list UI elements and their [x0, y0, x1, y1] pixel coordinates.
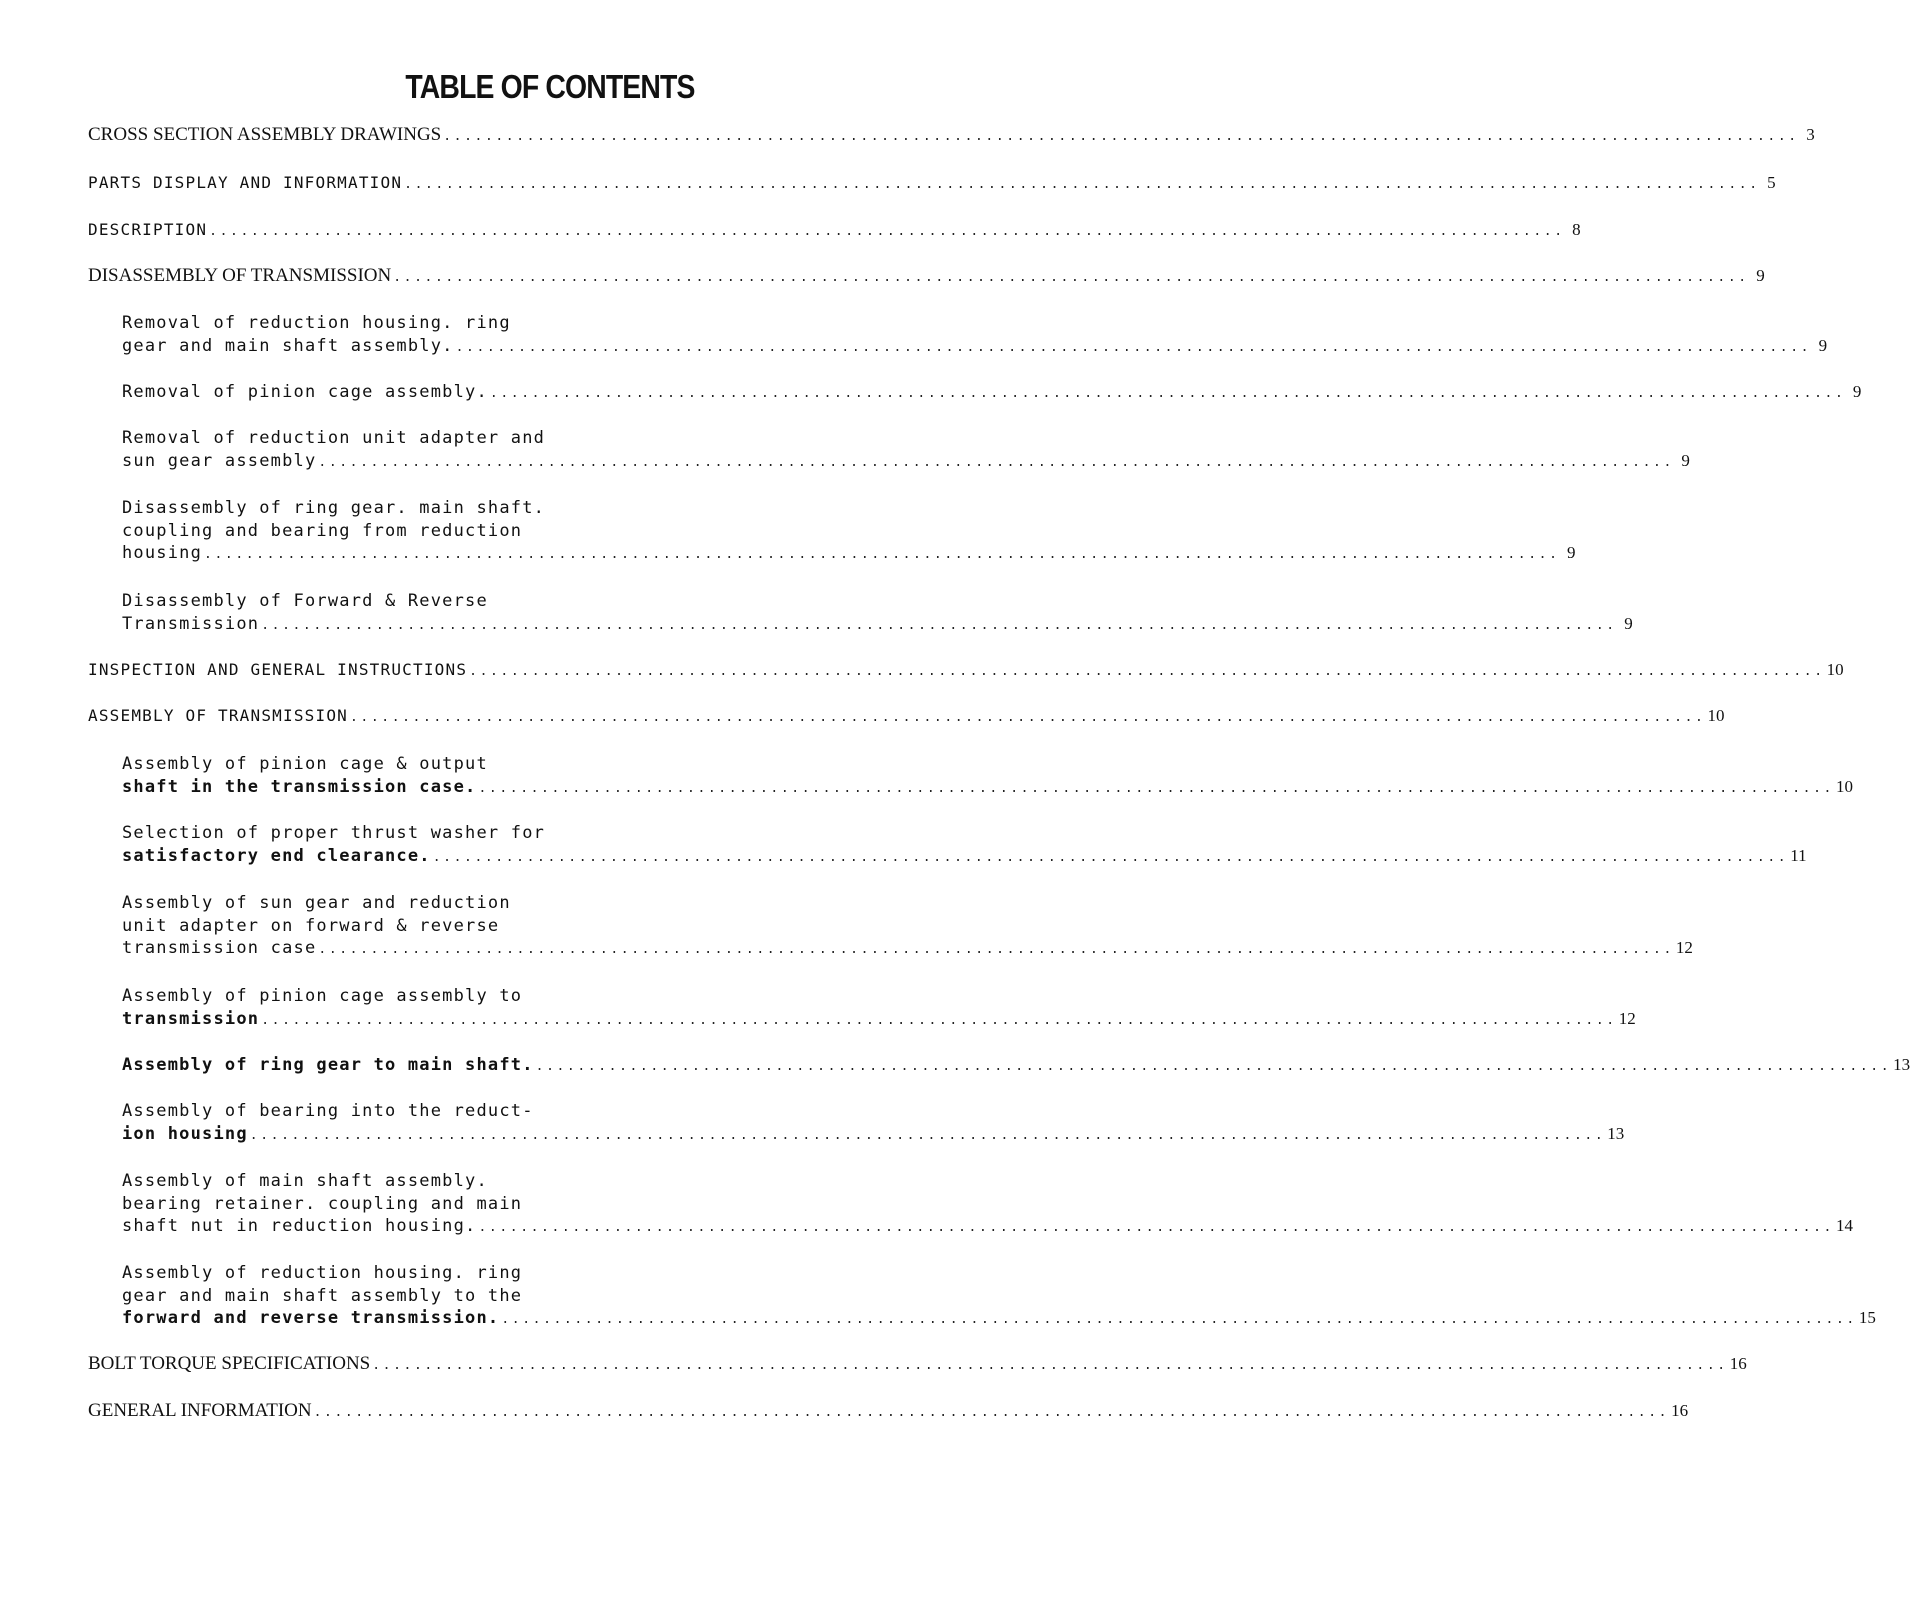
toc-entry[interactable] — [122, 590, 1633, 637]
toc-entry-label: ion housing — [122, 1123, 248, 1144]
toc-entry-label: Assembly of pinion cage & output — [122, 754, 488, 774]
dot-leader: .................................................................................................................................. — [501, 1312, 1857, 1327]
dot-leader: .................................................................................................................................. — [478, 1220, 1834, 1235]
dot-leader: .................................................................................................................................. — [455, 339, 1812, 355]
toc-entry-label: bearing retainer. coupling and main — [122, 1193, 523, 1214]
dot-leader: .................................................................................................................................. — [469, 664, 1825, 679]
toc-entry[interactable] — [122, 312, 1828, 359]
toc-entry[interactable] — [88, 1353, 1747, 1378]
toc-entry-label: Assembly of bearing into the reduct- — [122, 1101, 534, 1121]
toc-page-number: 8 — [1572, 220, 1581, 239]
toc-page-number: 10 — [1826, 660, 1844, 679]
toc-entry[interactable] — [88, 172, 1776, 197]
toc-page-number: 12 — [1675, 938, 1693, 957]
dot-leader: .................................................................................................................................. — [209, 224, 1565, 239]
toc-entry[interactable] — [122, 1170, 1853, 1240]
dot-leader: .................................................................................................................................. — [432, 849, 1789, 865]
toc-page-number: 3 — [1806, 125, 1815, 144]
toc-entry-label: Assembly of sun gear and reduction — [122, 893, 511, 913]
toc-entry-label: Assembly of pinion cage assembly to — [122, 986, 523, 1006]
toc-entry-label: shaft nut in reduction housing. — [122, 1216, 477, 1236]
dot-leader: .................................................................................................................................. — [372, 1358, 1728, 1373]
page-title: TABLE OF CONTENTS — [405, 68, 695, 105]
toc-entry-label: Assembly of reduction housing. ring — [122, 1263, 523, 1283]
toc-entry[interactable] — [88, 124, 1815, 149]
toc-entry-label: Assembly of ring gear to main shaft. — [122, 1055, 534, 1075]
toc-entry[interactable] — [122, 1262, 1876, 1332]
dot-leader: .................................................................................................................................. — [393, 270, 1749, 285]
toc-page-number: 16 — [1671, 1401, 1689, 1420]
dot-leader: .................................................................................................................................. — [261, 1012, 1617, 1028]
toc-entry[interactable] — [122, 892, 1693, 962]
toc-entry-label: Transmission — [122, 613, 260, 634]
toc-entry-label: forward and reverse transmission. — [122, 1308, 500, 1328]
toc-page-number: 14 — [1835, 1216, 1853, 1235]
toc-entry[interactable] — [122, 753, 1853, 800]
toc-entry-label: housing — [122, 543, 203, 563]
toc-entry[interactable] — [88, 1400, 1689, 1425]
toc-entry-label: satisfactory end clearance. — [122, 845, 431, 866]
toc-page-number: 9 — [1567, 543, 1576, 562]
toc-page-number: 9 — [1852, 382, 1862, 401]
toc-entry-label: sun gear assembly — [122, 450, 317, 471]
toc-entry-label: Removal of reduction housing. ring — [122, 313, 511, 333]
toc-page-number: 9 — [1818, 335, 1828, 355]
dot-leader: .................................................................................................................................. — [478, 780, 1834, 796]
dot-leader: .................................................................................................................................. — [443, 129, 1799, 144]
toc-page-number: 13 — [1607, 1123, 1625, 1143]
toc-entry[interactable] — [122, 1100, 1625, 1147]
toc-entry[interactable] — [122, 1054, 1910, 1079]
toc-page-number: 9 — [1756, 266, 1765, 285]
dot-leader: .................................................................................................................................. — [204, 547, 1560, 562]
toc-entry[interactable] — [88, 265, 1765, 290]
toc-entry-label: PARTS DISPLAY AND INFORMATION — [88, 173, 403, 192]
toc-entry-label: gear and main shaft assembly. — [122, 335, 454, 356]
toc-entry-label: unit adapter on forward & reverse — [122, 915, 500, 936]
dot-leader: .................................................................................................................................. — [313, 1405, 1670, 1420]
toc-entry-label: transmission case — [122, 938, 317, 958]
toc-entry-label: DISASSEMBLY OF TRANSMISSION — [88, 265, 392, 286]
dot-leader: .................................................................................................................................. — [350, 710, 1706, 725]
toc-entry-label: Selection of proper thrust washer for — [122, 823, 546, 843]
dot-leader: .................................................................................................................................. — [489, 386, 1846, 401]
toc-page-number: 5 — [1767, 173, 1776, 192]
toc-entry-label: CROSS SECTION ASSEMBLY DRAWINGS — [88, 124, 442, 145]
toc-page-number: 10 — [1707, 706, 1725, 725]
toc-entry-label: transmission — [122, 1008, 260, 1029]
toc-entry[interactable] — [122, 381, 1862, 406]
toc-page-number: 16 — [1729, 1354, 1747, 1373]
toc-entry-label: DESCRIPTION — [88, 220, 208, 239]
toc-entry[interactable] — [88, 659, 1844, 684]
toc-entry-label: gear and main shaft assembly to the — [122, 1285, 523, 1306]
toc-entry-label: coupling and bearing from reduction — [122, 520, 523, 541]
toc-entry-label: Assembly of main shaft assembly. — [122, 1171, 488, 1191]
toc-entry[interactable] — [122, 427, 1690, 474]
toc-page-number: 13 — [1893, 1055, 1910, 1074]
toc-entry-label: BOLT TORQUE SPECIFICATIONS — [88, 1353, 371, 1374]
toc-entry-label: Removal of reduction unit adapter and — [122, 428, 546, 448]
toc-entry-label: Disassembly of ring gear. main shaft. — [122, 498, 546, 518]
dot-leader: .................................................................................................................................. — [249, 1127, 1606, 1143]
toc-entry-label: INSPECTION AND GENERAL INSTRUCTIONS — [88, 660, 468, 679]
dot-leader: .................................................................................................................................. — [404, 177, 1760, 192]
toc-entry-label: GENERAL INFORMATION — [88, 1400, 312, 1421]
toc-page-number: 9 — [1681, 450, 1690, 470]
toc-entry-label: Removal of pinion cage assembly. — [122, 382, 488, 402]
dot-leader: .................................................................................................................................. — [318, 454, 1674, 470]
toc-page-number: 9 — [1624, 613, 1633, 633]
dot-leader: .................................................................................................................................. — [318, 942, 1674, 957]
toc-page-number: 10 — [1835, 776, 1853, 796]
toc-entry[interactable] — [88, 219, 1581, 244]
toc-page-number: 11 — [1790, 845, 1807, 865]
toc-entry[interactable] — [122, 985, 1636, 1032]
toc-entry-label: shaft in the transmission case. — [122, 776, 477, 797]
toc-entry-label: ASSEMBLY OF TRANSMISSION — [88, 706, 348, 725]
toc-entry-label: Disassembly of Forward & Reverse — [122, 591, 488, 611]
toc-page-number: 12 — [1618, 1008, 1636, 1028]
toc-entry[interactable] — [88, 705, 1725, 730]
dot-leader: .................................................................................................................................. — [261, 617, 1617, 633]
toc-entry[interactable] — [122, 822, 1807, 869]
toc-entry[interactable] — [122, 497, 1576, 567]
dot-leader: .................................................................................................................................. — [535, 1059, 1892, 1074]
toc-page-number: 15 — [1858, 1308, 1876, 1327]
